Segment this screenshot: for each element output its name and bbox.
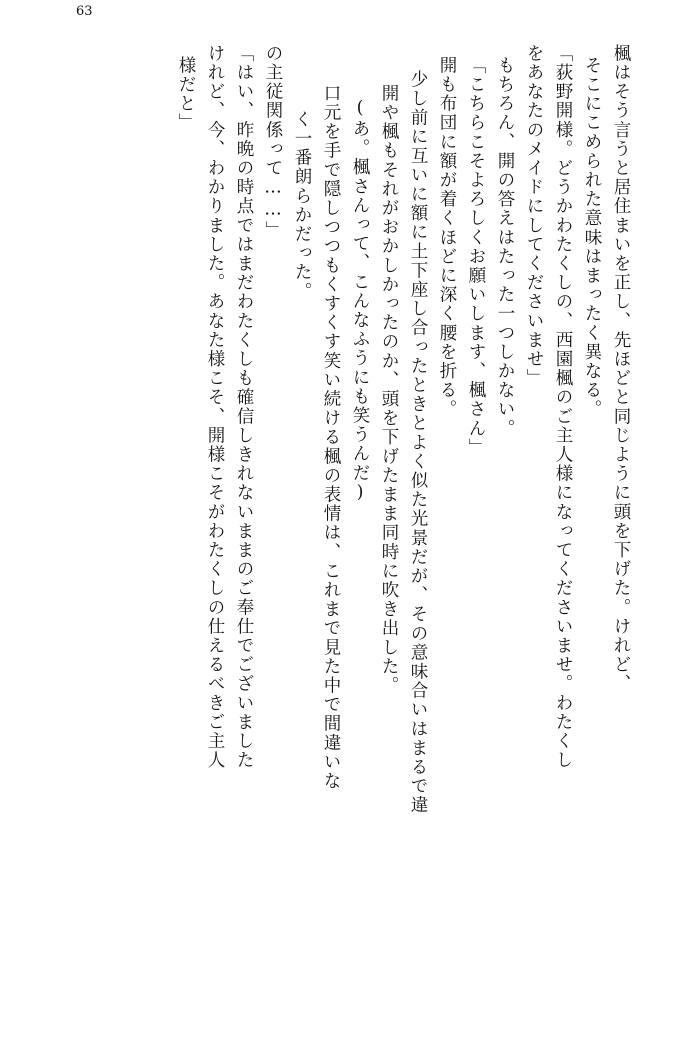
text-column: をあなたのメイドにしてくださいませ」	[524, 44, 544, 388]
text-column: 開や楓もそれがおかしかったのか、頭を下げたまま同時に吹き出した。	[379, 84, 399, 696]
text-column: そこにこめられた意味はまったく異なる。	[582, 56, 602, 419]
text-column: 様だと」	[176, 56, 196, 133]
page-number: 63	[76, 4, 93, 19]
text-column: 少し前に互いに額に土下座し合ったときとよく似た光景だが、その意味合いはまるで違	[408, 70, 428, 815]
text-column: の主従関係って……」	[263, 44, 283, 240]
text-column: けれど、今、わかりました。あなた様こそ、開様こそがわたくしの仕えるべきご主人	[205, 44, 225, 770]
text-column: 楓はそう言うと居住まいを正し、先ほどと同じように頭を下げた。けれど、	[611, 44, 631, 694]
text-column: 「荻野開様。どうかわたくしの、西園楓のご主人様になってくださいませ。わたくし	[553, 44, 573, 770]
text-column: 開も布団に額が着くほどに深く腰を折る。	[437, 56, 457, 419]
text-column: く一番朗らかだった。	[292, 110, 312, 301]
text-column: 口元を手で隠しつつもくすくす笑い続ける楓の表情は、これまで見た中で間違いな	[321, 84, 341, 791]
text-column: もちろん、開の答えはたった一つしかない。	[495, 56, 515, 438]
text-column: (あ。楓さんって、こんなふうにも笑うんだ)	[350, 98, 370, 505]
vertical-text-body	[165, 44, 629, 996]
text-column: 「こちらこそよろしくお願いします、楓さん」	[466, 56, 486, 458]
text-column: 「はい、昨晩の時点ではまだわたくしも確信しきれないままのご奉仕でございました	[234, 44, 254, 770]
